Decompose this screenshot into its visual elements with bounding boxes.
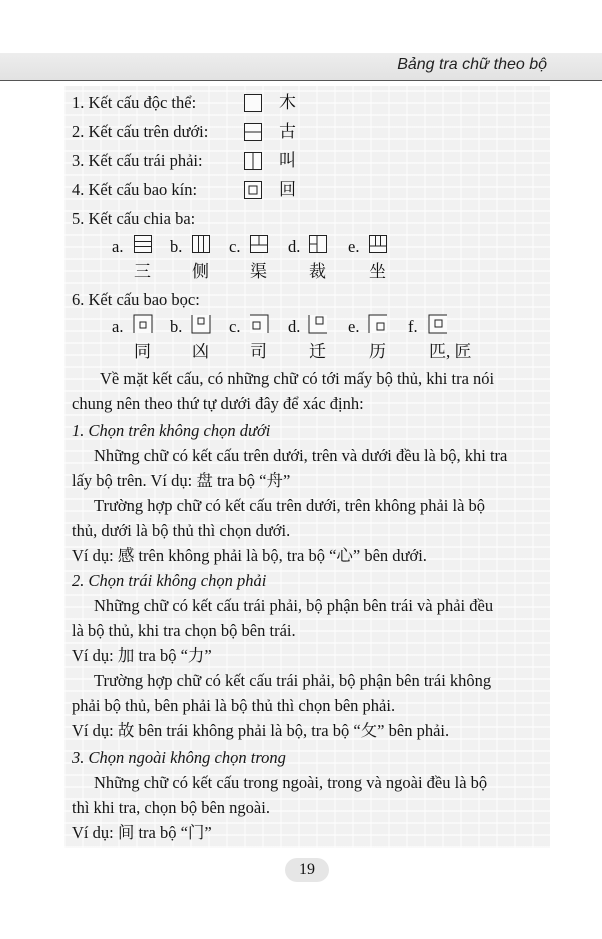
option-label: a. — [112, 317, 124, 336]
option-char: 匹, 匠 — [429, 342, 472, 361]
section-2-para-1-line-2: là bộ thủ, khi tra chọn bộ bên trái. — [72, 621, 296, 640]
option-char: 凶 — [192, 342, 209, 361]
option-char: 历 — [369, 342, 386, 361]
option-label: e. — [348, 317, 360, 336]
left-right-icon — [244, 152, 262, 170]
running-header — [0, 53, 602, 81]
page-content — [64, 86, 550, 848]
section-1-para-1-line-2: lấy bộ trên. Ví dụ: 盘 tra bộ “舟” — [72, 471, 291, 490]
section-3-para-1-line-2: thì khi tra, chọn bộ bên ngoài. — [72, 798, 270, 817]
section-2-title: 2. Chọn trái không chọn phải — [72, 571, 267, 590]
option-label: f. — [408, 317, 418, 336]
option-label: d. — [288, 317, 301, 336]
option-label: b. — [170, 317, 183, 336]
bottom-left-wrap-icon — [309, 315, 327, 333]
option-char: 裁 — [309, 262, 326, 281]
top-left-wrap-icon — [369, 315, 387, 333]
section-1-para-2-line-2: thủ, dưới là bộ thủ thì chọn dưới. — [72, 521, 291, 540]
section-2-para-1-line-1: Những chữ có kết cấu trái phải, bộ phận bên trái và phải đều — [94, 596, 494, 615]
structure-6-label: 6. Kết cấu bao bọc: — [72, 290, 200, 309]
top-split-bottom-icon — [250, 235, 268, 253]
section-3-title: 3. Chọn ngoài không chọn trong — [72, 748, 286, 767]
structure-3-label: 3. Kết cấu trái phải: — [72, 151, 203, 170]
structure-4-example: 回 — [279, 180, 296, 199]
option-char: 司 — [250, 342, 267, 361]
intro-line-1: Về mặt kết cấu, có những chữ có tới mấy bộ thủ, khi tra nói — [100, 369, 495, 388]
open-bottom-icon — [134, 315, 152, 333]
open-top-icon — [192, 315, 210, 333]
structure-2-example: 古 — [279, 122, 296, 141]
section-1-para-2-line-1: Trường hợp chữ có kết cấu trên dưới, trên không phải là bộ — [94, 496, 486, 515]
section-3-example: Ví dụ: 间 tra bộ “门” — [72, 823, 212, 842]
structure-5-label: 5. Kết cấu chia ba: — [72, 209, 196, 228]
option-char: 坐 — [369, 262, 386, 281]
top-bottom-icon — [244, 123, 262, 141]
enclosed-icon — [244, 181, 262, 199]
section-2-example-1: Ví dụ: 加 tra bộ “力” — [72, 646, 212, 665]
single-frame-icon — [244, 94, 262, 112]
section-1-title: 1. Chọn trên không chọn dưới — [72, 421, 271, 440]
option-label: b. — [170, 237, 183, 256]
option-char: 三 — [134, 262, 151, 281]
three-horizontal-icon — [134, 235, 152, 253]
top-right-wrap-icon — [250, 315, 268, 333]
structure-3-example: 叫 — [279, 151, 296, 170]
intro-line-2: chung nên theo thứ tự dưới đây để xác định: — [72, 394, 364, 413]
section-2-example-2: Ví dụ: 故 bên trái không phải là bộ, tra bộ “攵” bên phải. — [72, 721, 450, 740]
structure-2-label: 2. Kết cấu trên dưới: — [72, 122, 209, 141]
three-vertical-icon — [192, 235, 210, 253]
structure-1-example: 木 — [279, 93, 296, 112]
open-right-icon — [429, 315, 447, 333]
section-1-example: Ví dụ: 感 trên không phải là bộ, tra bộ “心” bên dưới. — [72, 546, 427, 565]
top-split-middle-icon — [369, 235, 387, 253]
structure-4-label: 4. Kết cấu bao kín: — [72, 180, 198, 199]
option-char: 迁 — [309, 342, 326, 361]
option-label: c. — [229, 317, 241, 336]
page-number: 19 — [285, 858, 329, 882]
section-1-para-1-line-1: Những chữ có kết cấu trên dưới, trên và dưới đều là bộ, khi tra — [94, 446, 508, 465]
header-title: Bảng tra chữ theo bộ — [397, 56, 547, 73]
option-label: a. — [112, 237, 124, 256]
option-label: c. — [229, 237, 241, 256]
option-char: 渠 — [250, 262, 267, 281]
option-label: d. — [288, 237, 301, 256]
option-char: 同 — [134, 342, 151, 361]
structure-1-label: 1. Kết cấu độc thể: — [72, 93, 197, 112]
section-3-para-1-line-1: Những chữ có kết cấu trong ngoài, trong và ngoài đều là bộ — [94, 773, 488, 792]
option-label: e. — [348, 237, 360, 256]
option-char: 侧 — [192, 262, 209, 281]
section-2-para-2-line-2: phải bộ thủ, bên phải là bộ thủ thì chọn bên phải. — [72, 696, 396, 715]
left-split-right-icon — [309, 235, 327, 253]
section-2-para-2-line-1: Trường hợp chữ có kết cấu trái phải, bộ phận bên trái không — [94, 671, 492, 690]
